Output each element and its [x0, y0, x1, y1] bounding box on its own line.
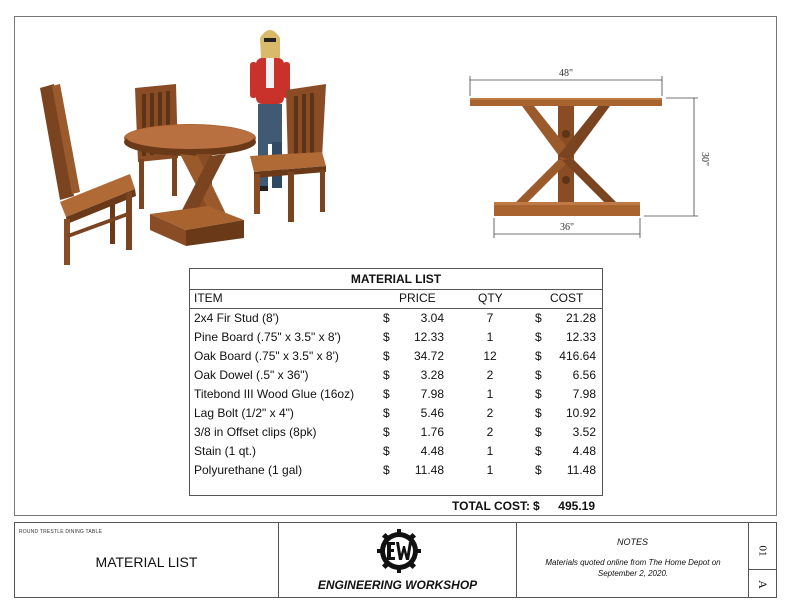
- table-row: [190, 347, 602, 366]
- cell-cost: 4.48: [572, 444, 596, 458]
- cell-cost-currency: $: [535, 463, 542, 477]
- cell-item: Oak Dowel (.5" x 36"): [194, 368, 309, 382]
- header-qty: QTY: [478, 291, 503, 305]
- cell-qty: 2: [486, 406, 494, 420]
- cell-qty: 1: [486, 463, 494, 477]
- brand-cell: [279, 523, 517, 597]
- cell-cost-currency: $: [535, 425, 542, 439]
- cell-price: 34.72: [413, 349, 444, 363]
- cell-cost: 10.92: [565, 406, 596, 420]
- cell-cost: 11.48: [566, 463, 596, 477]
- cell-item: Oak Board (.75" x 3.5" x 8'): [194, 349, 339, 363]
- header-item: ITEM: [194, 291, 223, 305]
- total-cost-label: TOTAL COST:: [452, 499, 530, 513]
- cell-cost: 6.56: [572, 368, 596, 382]
- table-row: [190, 366, 602, 385]
- cell-price-currency: $: [383, 387, 390, 401]
- cell-price-currency: $: [383, 444, 390, 458]
- cell-item: 2x4 Fir Stud (8'): [194, 311, 279, 325]
- cell-price-currency: $: [383, 311, 390, 325]
- cell-cost: 3.52: [572, 425, 596, 439]
- cell-qty: 2: [486, 425, 494, 439]
- material-list-title: MATERIAL LIST: [190, 269, 602, 290]
- cell-cost-currency: $: [535, 311, 542, 325]
- header-price: PRICE: [399, 291, 436, 305]
- table-row: [190, 328, 602, 347]
- cell-cost: 416.64: [559, 349, 596, 363]
- sheet-title: MATERIAL LIST: [95, 554, 198, 570]
- project-name: ROUND TRESTLE DINING TABLE: [19, 529, 102, 535]
- left-chair-illustration: [40, 84, 136, 265]
- cell-price: 3.04: [420, 311, 444, 325]
- title-cell: [15, 523, 279, 597]
- cell-price: 11.48: [414, 463, 444, 477]
- engineering-workshop-logo: [375, 528, 423, 574]
- cell-price: 1.76: [420, 425, 444, 439]
- cell-price-currency: $: [383, 463, 390, 477]
- cell-qty: 1: [486, 330, 494, 344]
- table-header-row: [190, 289, 602, 309]
- cell-cost: 7.98: [572, 387, 596, 401]
- cell-qty: 12: [483, 349, 497, 363]
- notes-cell: [517, 523, 749, 597]
- total-currency: $: [533, 499, 540, 513]
- table-row: [190, 309, 602, 328]
- cell-price-currency: $: [383, 406, 390, 420]
- cell-price-currency: $: [383, 349, 390, 363]
- material-list-table: [189, 268, 603, 496]
- table-row: [190, 461, 602, 480]
- cell-cost-currency: $: [535, 330, 542, 344]
- cell-cost-currency: $: [535, 387, 542, 401]
- cell-price: 5.46: [420, 406, 444, 420]
- cell-item: Titebond III Wood Glue (16oz): [194, 387, 355, 401]
- cell-item: 3/8 in Offset clips (8pk): [194, 425, 317, 439]
- revision-letter: A: [756, 580, 770, 589]
- cell-cost: 12.33: [565, 330, 596, 344]
- cell-item: Pine Board (.75" x 3.5" x 8'): [194, 330, 341, 344]
- total-cost-value: 495.19: [558, 499, 595, 513]
- table-row: [190, 385, 602, 404]
- cell-price-currency: $: [383, 330, 390, 344]
- cell-qty: 2: [486, 368, 494, 382]
- cell-item: Polyurethane (1 gal): [194, 463, 303, 477]
- cell-cost-currency: $: [535, 406, 542, 420]
- cell-qty: 1: [486, 444, 494, 458]
- notes-text: Materials quoted online from The Home Depot on September 2, 2020.: [545, 558, 721, 578]
- cell-cost-currency: $: [535, 349, 542, 363]
- header-cost: COST: [550, 291, 584, 305]
- base-width-label: 36": [559, 222, 575, 233]
- cell-cost: 21.28: [565, 311, 596, 325]
- height-label: 30": [699, 151, 710, 167]
- table-row: [190, 404, 602, 423]
- cell-qty: 7: [486, 311, 494, 325]
- cell-item: Lag Bolt (1/2" x 4"): [194, 406, 294, 420]
- trestle-pedestal: [516, 106, 616, 202]
- cell-price-currency: $: [383, 425, 390, 439]
- notes-heading: NOTES: [616, 537, 648, 547]
- brand-name: ENGINEERING WORKSHOP: [317, 578, 478, 592]
- table-row: [190, 442, 602, 461]
- sheet-number-cell: [749, 523, 776, 597]
- top-width-label: 48": [558, 68, 574, 79]
- cell-item: Stain (1 qt.): [194, 444, 257, 458]
- cell-price: 7.98: [420, 387, 444, 401]
- front-elevation-drawing: [462, 62, 712, 242]
- cell-cost-currency: $: [535, 444, 542, 458]
- cell-cost-currency: $: [535, 368, 542, 382]
- sheet-number: 01: [756, 545, 769, 557]
- cell-price: 4.48: [420, 444, 444, 458]
- cell-price: 3.28: [420, 368, 444, 382]
- table-row: [190, 423, 602, 442]
- title-block: [14, 522, 777, 598]
- table-chairs-illustration: [30, 24, 335, 269]
- cell-price-currency: $: [383, 368, 390, 382]
- cell-qty: 1: [486, 387, 494, 401]
- cell-price: 12.33: [413, 330, 444, 344]
